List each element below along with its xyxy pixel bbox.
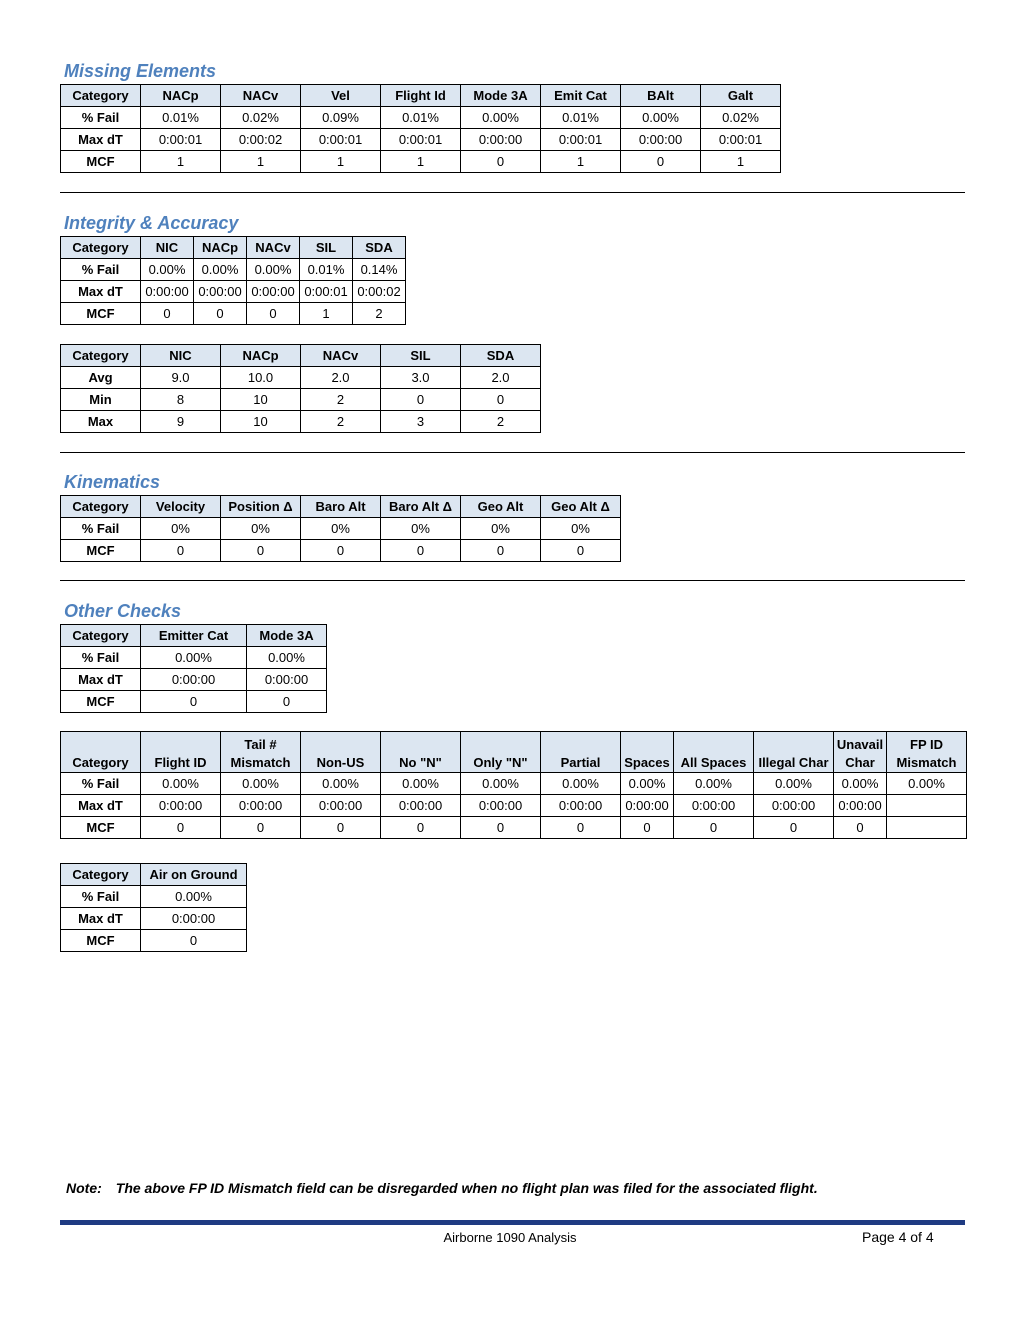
column-header: Category — [61, 732, 141, 773]
table-cell: 2 — [461, 411, 541, 433]
row-header: Max dT — [61, 281, 141, 303]
table-cell: 0:00:02 — [353, 281, 406, 303]
row-header: Max — [61, 411, 141, 433]
table-cell: 2 — [353, 303, 406, 325]
table-cell: 0% — [461, 518, 541, 540]
table-cell: 1 — [141, 151, 221, 173]
table-cell: 0.00% — [141, 773, 221, 795]
table-cell: 0.01% — [141, 107, 221, 129]
table-cell: 0:00:01 — [541, 129, 621, 151]
table-cell — [887, 817, 967, 839]
footnote-label: Note: — [66, 1180, 102, 1196]
column-header: FP ID Mismatch — [887, 732, 967, 773]
table-row — [61, 281, 406, 303]
table-cell: 1 — [301, 151, 381, 173]
table-cell: 0.00% — [141, 647, 247, 669]
table-cell: 0.00% — [621, 107, 701, 129]
column-header: SIL — [300, 237, 353, 259]
table-cell: 0.09% — [301, 107, 381, 129]
header-row — [61, 732, 967, 773]
table-cell: 2.0 — [301, 367, 381, 389]
table-row — [61, 151, 781, 173]
row-header: Avg — [61, 367, 141, 389]
table-cell: 0:00:00 — [621, 795, 674, 817]
table-row — [61, 303, 406, 325]
table-cell: 0:00:01 — [301, 129, 381, 151]
column-header: Partial — [541, 732, 621, 773]
table-cell: 0 — [301, 540, 381, 562]
footer-title: Airborne 1090 Analysis — [443, 1230, 577, 1245]
flight-id-checks-table — [60, 731, 967, 839]
table-cell: 0.00% — [461, 107, 541, 129]
column-header: Vel — [301, 85, 381, 107]
table-cell: 0.00% — [621, 773, 674, 795]
table-cell: 0 — [141, 303, 194, 325]
table-cell: 0 — [381, 389, 461, 411]
row-header: Max dT — [61, 795, 141, 817]
table-row — [61, 259, 406, 281]
row-header: % Fail — [61, 773, 141, 795]
table-cell: 2.0 — [461, 367, 541, 389]
table-cell: 9.0 — [141, 367, 221, 389]
column-header: Air on Ground — [141, 864, 247, 886]
table-cell: 9 — [141, 411, 221, 433]
table-cell: 0% — [301, 518, 381, 540]
column-header: NACp — [141, 85, 221, 107]
footer-rule — [60, 1220, 965, 1225]
table-cell: 0.00% — [461, 773, 541, 795]
table-cell: 0:00:00 — [754, 795, 834, 817]
column-header: Flight Id — [381, 85, 461, 107]
table-cell: 0 — [141, 691, 247, 713]
other-checks-table — [60, 624, 327, 713]
table-cell: 0:00:00 — [141, 908, 247, 930]
table-row — [61, 908, 247, 930]
table-row — [61, 107, 781, 129]
table-cell: 0.00% — [754, 773, 834, 795]
table-cell: 0.01% — [300, 259, 353, 281]
column-header: SDA — [353, 237, 406, 259]
column-header: Geo Alt — [461, 496, 541, 518]
footnote — [66, 1180, 818, 1196]
integrity-fail-table — [60, 236, 406, 325]
table-cell: 3.0 — [381, 367, 461, 389]
row-header: % Fail — [61, 886, 141, 908]
table-cell: 10.0 — [221, 367, 301, 389]
header-row — [61, 625, 327, 647]
table-row — [61, 367, 541, 389]
table-cell: 0% — [381, 518, 461, 540]
table-row — [61, 540, 621, 562]
table-cell: 0 — [621, 151, 701, 173]
table-cell: 0 — [461, 540, 541, 562]
table-cell: 0 — [221, 540, 301, 562]
table-cell: 0.14% — [353, 259, 406, 281]
row-header: MCF — [61, 151, 141, 173]
row-header: MCF — [61, 303, 141, 325]
missing-elements-table — [60, 84, 781, 173]
column-header: Mode 3A — [247, 625, 327, 647]
section-title-missing-elements: Missing Elements — [64, 61, 217, 81]
section-title-integrity-accuracy: Integrity & Accuracy — [64, 213, 239, 233]
table-row — [61, 930, 247, 952]
table-cell: 0% — [141, 518, 221, 540]
row-header: % Fail — [61, 259, 141, 281]
table-cell: 0 — [461, 389, 541, 411]
table-cell: 0.00% — [247, 259, 300, 281]
table-cell: 0 — [247, 303, 300, 325]
table-cell: 0 — [301, 817, 381, 839]
table-cell: 10 — [221, 411, 301, 433]
table-cell: 0 — [141, 540, 221, 562]
column-header: Galt — [701, 85, 781, 107]
table-row — [61, 129, 781, 151]
row-header: % Fail — [61, 107, 141, 129]
table-cell: 3 — [381, 411, 461, 433]
table-cell: 0:00:00 — [541, 795, 621, 817]
table-cell: 0:00:00 — [834, 795, 887, 817]
table-cell: 0 — [221, 817, 301, 839]
table-cell: 0.00% — [674, 773, 754, 795]
table-cell: 0.00% — [221, 773, 301, 795]
table-cell: 0 — [141, 930, 247, 952]
table-cell: 0 — [247, 691, 327, 713]
column-header: Spaces — [621, 732, 674, 773]
table-cell: 0 — [834, 817, 887, 839]
row-header: Min — [61, 389, 141, 411]
footnote-text: The above FP ID Mismatch field can be disregarded when no flight plan was filed for the associated flight. — [115, 1180, 818, 1196]
table-cell: 0:00:01 — [300, 281, 353, 303]
table-cell: 8 — [141, 389, 221, 411]
column-header: NIC — [141, 237, 194, 259]
table-cell: 0 — [381, 817, 461, 839]
table-cell: 0.01% — [541, 107, 621, 129]
table-cell: 0 — [754, 817, 834, 839]
column-header: No "N" — [381, 732, 461, 773]
row-header: % Fail — [61, 647, 141, 669]
table-cell: 0:00:00 — [621, 129, 701, 151]
table-cell: 0:00:02 — [221, 129, 301, 151]
table-cell: 0 — [141, 817, 221, 839]
table-cell: 0:00:01 — [381, 129, 461, 151]
table-cell: 0% — [541, 518, 621, 540]
column-header: NACp — [194, 237, 247, 259]
row-header: MCF — [61, 540, 141, 562]
column-header: Emit Cat — [541, 85, 621, 107]
column-header: NACv — [301, 345, 381, 367]
table-cell: 0.00% — [887, 773, 967, 795]
table-cell: 1 — [221, 151, 301, 173]
header-row — [61, 864, 247, 886]
table-cell: 0:00:01 — [141, 129, 221, 151]
table-cell: 2 — [301, 411, 381, 433]
table-row — [61, 669, 327, 691]
table-row — [61, 389, 541, 411]
table-cell: 0.00% — [141, 886, 247, 908]
table-row — [61, 411, 541, 433]
column-header: Position Δ — [221, 496, 301, 518]
table-cell: 0:00:00 — [141, 795, 221, 817]
table-cell: 0.02% — [701, 107, 781, 129]
section-title-other-checks: Other Checks — [64, 601, 182, 621]
table-cell: 0.00% — [141, 259, 194, 281]
column-header: NACv — [247, 237, 300, 259]
table-cell: 0.02% — [221, 107, 301, 129]
table-cell: 0 — [461, 151, 541, 173]
page-number: Page 4 of 4 — [862, 1229, 934, 1245]
header-row — [61, 85, 781, 107]
column-header: BAlt — [621, 85, 701, 107]
row-header: MCF — [61, 817, 141, 839]
table-cell: 0:00:00 — [141, 669, 247, 691]
section-title-kinematics: Kinematics — [64, 472, 161, 492]
column-header: NACp — [221, 345, 301, 367]
column-header: All Spaces — [674, 732, 754, 773]
table-row — [61, 518, 621, 540]
column-header: Non-US — [301, 732, 381, 773]
air-on-ground-table — [60, 863, 247, 952]
table-cell: 1 — [381, 151, 461, 173]
row-header: Max dT — [61, 669, 141, 691]
header-row — [61, 496, 621, 518]
table-cell: 1 — [300, 303, 353, 325]
column-header: Category — [61, 864, 141, 886]
column-header: Category — [61, 625, 141, 647]
kinematics-table — [60, 495, 621, 562]
column-header: SIL — [381, 345, 461, 367]
column-header: Baro Alt Δ — [381, 496, 461, 518]
table-cell: 0:00:00 — [301, 795, 381, 817]
table-row — [61, 886, 247, 908]
table-cell: 0:00:00 — [247, 669, 327, 691]
column-header: Unavail Char — [834, 732, 887, 773]
column-header: Mode 3A — [461, 85, 541, 107]
row-header: Max dT — [61, 129, 141, 151]
section-divider — [60, 192, 965, 193]
table-cell: 0.00% — [541, 773, 621, 795]
column-header: Tail # Mismatch — [221, 732, 301, 773]
section-divider — [60, 452, 965, 453]
table-cell — [887, 795, 967, 817]
section-divider — [60, 580, 965, 581]
table-cell: 0 — [194, 303, 247, 325]
column-header: Baro Alt — [301, 496, 381, 518]
row-header: MCF — [61, 930, 141, 952]
table-cell: 0 — [381, 540, 461, 562]
integrity-stats-table — [60, 344, 541, 433]
table-row — [61, 817, 967, 839]
table-cell: 10 — [221, 389, 301, 411]
table-cell: 0:00:00 — [141, 281, 194, 303]
column-header: Category — [61, 237, 141, 259]
table-row — [61, 795, 967, 817]
column-header: Category — [61, 345, 141, 367]
table-cell: 0 — [541, 540, 621, 562]
table-cell: 0.00% — [381, 773, 461, 795]
table-cell: 0 — [621, 817, 674, 839]
column-header: Only "N" — [461, 732, 541, 773]
column-header: Category — [61, 85, 141, 107]
row-header: MCF — [61, 691, 141, 713]
column-header: SDA — [461, 345, 541, 367]
table-cell: 0.00% — [301, 773, 381, 795]
table-cell: 1 — [701, 151, 781, 173]
row-header: % Fail — [61, 518, 141, 540]
table-cell: 0:00:00 — [194, 281, 247, 303]
column-header: Category — [61, 496, 141, 518]
table-cell: 0.00% — [194, 259, 247, 281]
table-cell: 0% — [221, 518, 301, 540]
table-cell: 0 — [461, 817, 541, 839]
table-cell: 0:00:00 — [221, 795, 301, 817]
column-header: NIC — [141, 345, 221, 367]
table-cell: 0.00% — [247, 647, 327, 669]
row-header: Max dT — [61, 908, 141, 930]
column-header: Illegal Char — [754, 732, 834, 773]
column-header: Emitter Cat — [141, 625, 247, 647]
column-header: Geo Alt Δ — [541, 496, 621, 518]
table-cell: 0.01% — [381, 107, 461, 129]
column-header: NACv — [221, 85, 301, 107]
table-cell: 0:00:01 — [701, 129, 781, 151]
column-header: Flight ID — [141, 732, 221, 773]
table-cell: 0.00% — [834, 773, 887, 795]
table-cell: 0:00:00 — [461, 129, 541, 151]
table-cell: 0 — [674, 817, 754, 839]
column-header: Velocity — [141, 496, 221, 518]
table-cell: 0:00:00 — [247, 281, 300, 303]
table-row — [61, 691, 327, 713]
table-cell: 1 — [541, 151, 621, 173]
header-row — [61, 237, 406, 259]
table-row — [61, 647, 327, 669]
table-cell: 0:00:00 — [461, 795, 541, 817]
table-cell: 0:00:00 — [381, 795, 461, 817]
table-cell: 0:00:00 — [674, 795, 754, 817]
table-cell: 2 — [301, 389, 381, 411]
header-row — [61, 345, 541, 367]
table-row — [61, 773, 967, 795]
table-cell: 0 — [541, 817, 621, 839]
